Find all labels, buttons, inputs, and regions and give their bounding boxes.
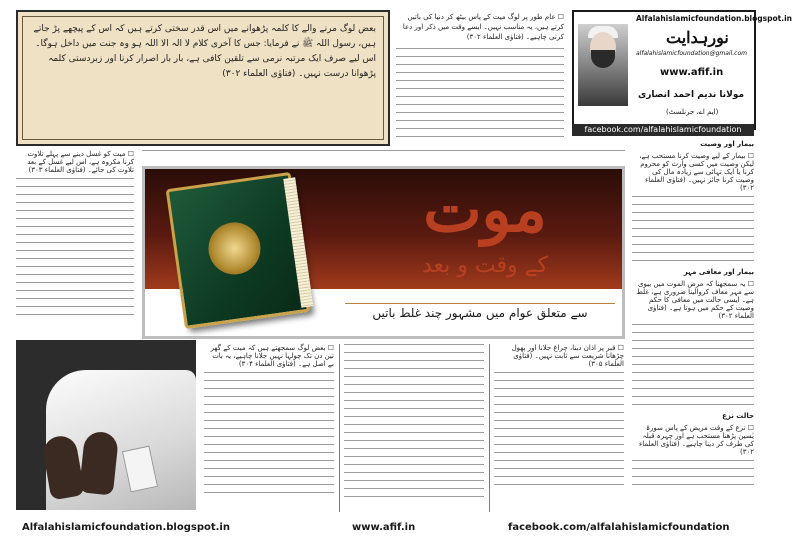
beard-shape (591, 50, 615, 68)
shrouded-body-photo (16, 340, 196, 510)
brand-facebook[interactable]: facebook.com/alfalahislamicfoundation (572, 124, 754, 136)
section-text-3: ☐ نزع کے وقت مریض کے پاس سورۂ یٰسین پڑھنا مستحب ہے اور چہرہ قبلہ کی طرف کر دینا چاہیے۔ (فتاوٰی العلماء ۳۰۲) (638, 424, 754, 456)
column-right (632, 140, 754, 515)
footer-web-link[interactable]: www.afif.in (352, 522, 416, 533)
quote-box (16, 10, 390, 146)
footer-blog-link[interactable]: Alfalahislamicfoundation.blogspot.in (22, 522, 230, 533)
title-banner (142, 166, 625, 339)
author-name: مولانا ندیم احمد انصاری (638, 90, 745, 100)
banner-tagline: سے متعلق عوام میں مشہور چند غلط باتیں (345, 303, 615, 320)
author-subtitle: (ایم اے، جرنلسٹ) (666, 108, 719, 116)
section-heading-3: حالت نزع (722, 412, 754, 420)
section-heading-1: بیمار اور وصیت (700, 140, 754, 148)
column-left-text: ☐ میت کو غسل دینے سے پہلے تلاوت کرنا مکروہ ہے، اس لیے غسل کے بعد تلاوت کی جائے۔ (فتاوٰی العلماء ۳۰۳) (27, 150, 134, 174)
section-text-1: ☐ بیمار کے لیے وصیت کرنا مستحب ہے، لیکن وصیت میں کسی وارث کو محروم کرنا یا ایک تہائی سے زیادہ مال کی وصیت کرنا جائز نہیں۔ (فتاوٰی العلماء ۳۰۲) (639, 152, 754, 192)
column-bottom-2 (344, 344, 484, 514)
divider (489, 344, 490, 512)
right-foot (79, 430, 119, 495)
divider (339, 344, 340, 512)
author-photo (578, 24, 628, 106)
quote-text: بعض لوگ مرنے والے کا کلمہ پڑھوانے میں اس قدر سختی کرتے ہیں کہ اس کے پیچھے پڑ جاتے ہیں، رسول اللہ ﷺ نے فرمایا: جس کا آخری کلام لا الہ الا اللہ ہو وہ جنت میں داخل ہوگا۔ اس لیے صرف ایک مرتبہ نرمی سے تلقین کافی ہے، بار بار اصرار کرنا اور زبردستی کلمہ پڑھوانا درست نہیں۔ (فتاوٰی العلماء ۳۰۲) (33, 24, 376, 79)
brand-web[interactable]: www.afif.in (660, 67, 724, 78)
brand-title: نورہدایت (666, 28, 729, 47)
banner-title: موت (423, 173, 547, 246)
column-mid-top (396, 12, 564, 160)
brand-box (572, 10, 792, 130)
brand-email[interactable]: alfalahislamicfoundation@gmail.com (636, 50, 747, 57)
column-bottom-3-text: ☐ قبر پر اذان دینا، چراغ جلانا اور پھول چڑھانا شریعت سے ثابت نہیں۔ (فتاوٰی العلماء ۳۰۵) (511, 344, 624, 368)
column-bottom-3 (494, 344, 624, 514)
footer-bar (0, 518, 768, 543)
brand-site[interactable]: Alfalahislamicfoundation.blogspot.in (636, 14, 792, 23)
footer-facebook-link[interactable]: facebook.com/alfalahislamicfoundation (508, 522, 730, 533)
quote-text-block (30, 22, 376, 132)
section-text-2: ☐ یہ سمجھنا کہ مرض الموت میں بیوی سے مہر معاف کروالینا ضروری ہے، غلط ہے۔ ایسی حالت میں معافی کا حکم وصیت کے حکم میں ہوتا ہے۔ (فتاوٰی العلماء ۳۰۲) (636, 280, 754, 320)
column-mid-top-text: ☐ عام طور پر لوگ میت کے پاس بیٹھ کر دنیا کی باتیں کرتے ہیں، یہ مناسب نہیں۔ ایسے وقت میں ذکر اور دعا کرنی چاہیے۔ (فتاوٰی العلماء ۳۰۲) (402, 13, 564, 41)
column-bottom-1-text: ☐ بعض لوگ سمجھتے ہیں کہ میت کے گھر تین دن تک چولہا نہیں جلانا چاہیے، یہ بات بے اصل ہے۔ (فتاوٰی العلماء ۳۰۴) (210, 344, 334, 368)
banner-subtitle: کے وقت و بعد (422, 253, 548, 278)
section-heading-2: بیمار اور معافی مہر (683, 268, 754, 276)
column-bottom-1 (204, 344, 334, 514)
quran-book-image (166, 170, 325, 333)
column-strip (142, 150, 625, 164)
column-left (16, 150, 134, 335)
